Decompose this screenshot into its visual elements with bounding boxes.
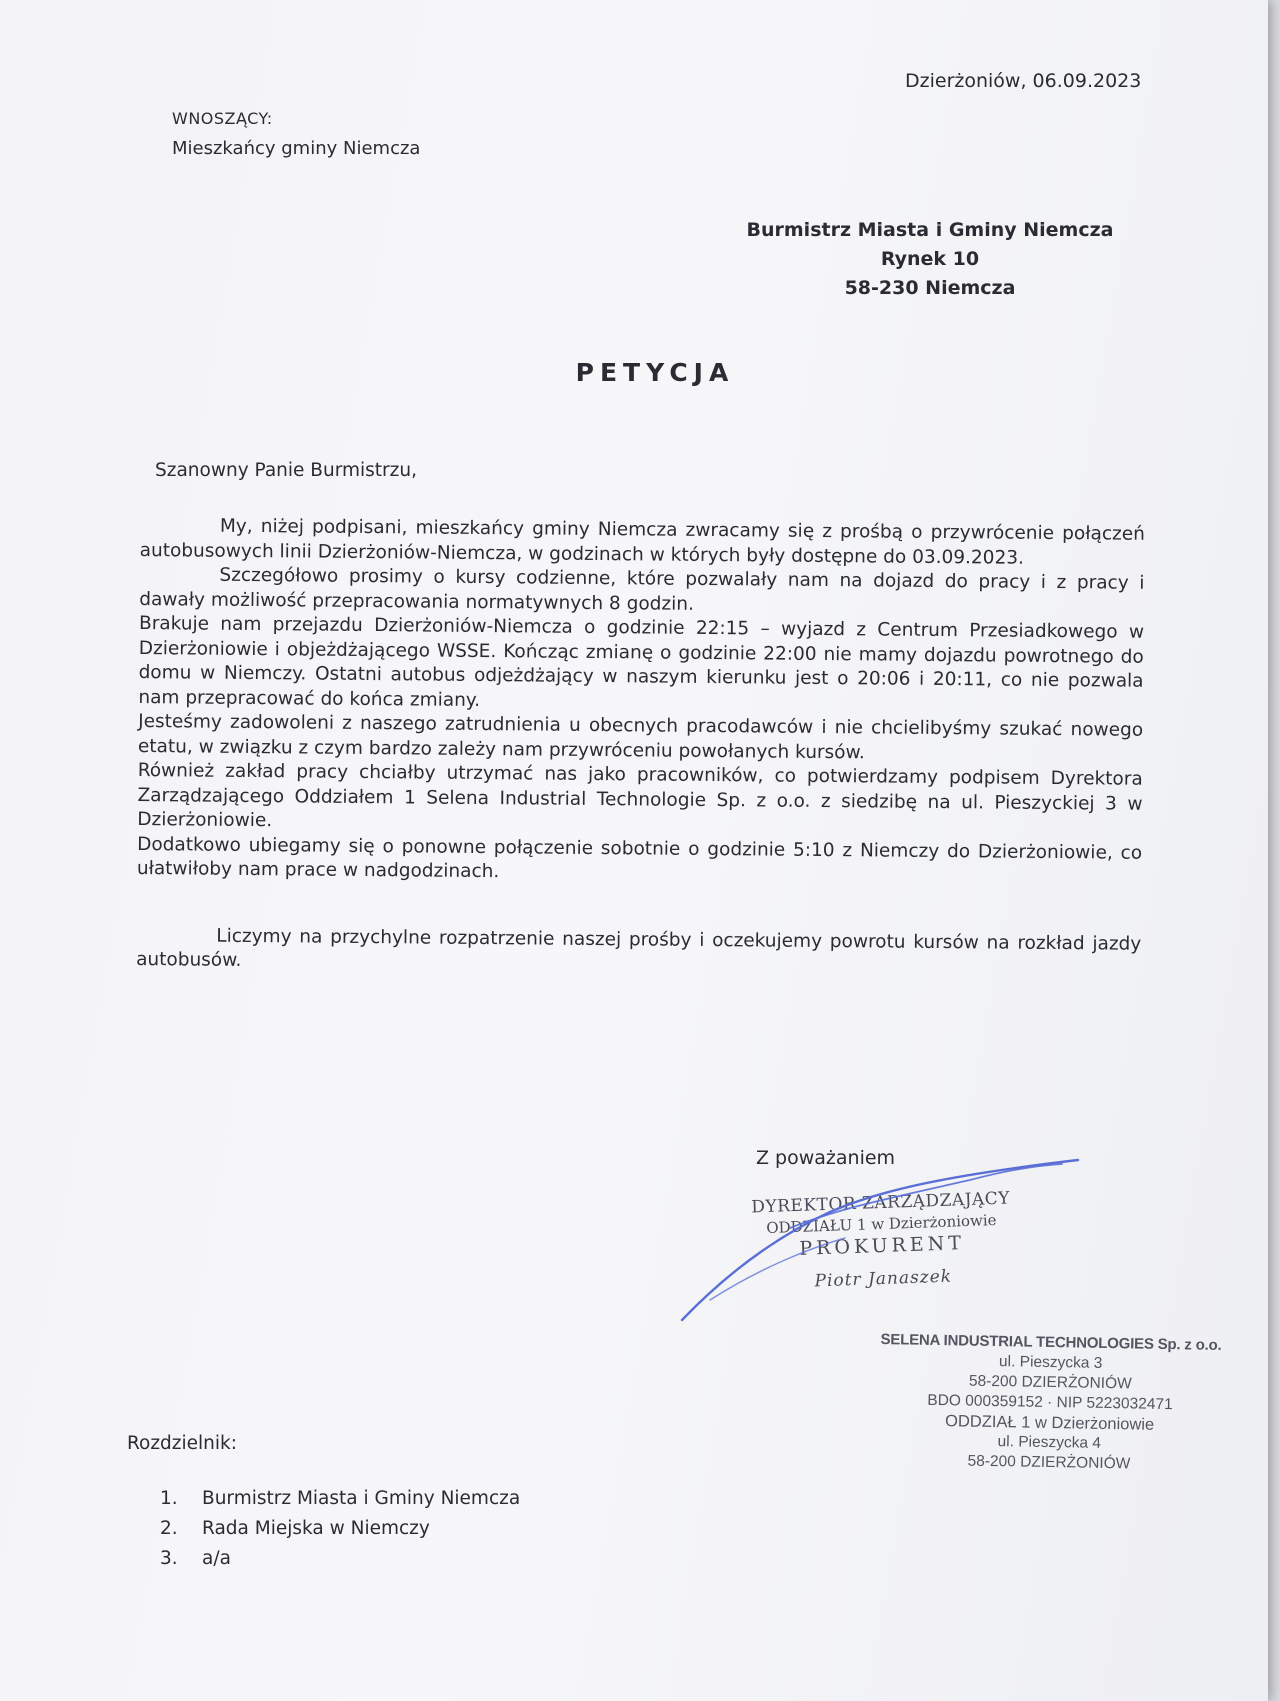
company-city: 58-200 DZIERŻONIÓW <box>968 1372 1132 1393</box>
list-item-number: 2. <box>160 1518 178 1539</box>
company-ids: BDO 000359152 · NIP 5223032471 <box>927 1391 1173 1414</box>
list-item-number: 3. <box>160 1548 178 1569</box>
recipient-line-2: Rynek 10 <box>880 248 980 270</box>
list-item-text: a/a <box>202 1548 231 1569</box>
recipient-line-1: Burmistrz Miasta i Gminy Niemcza <box>746 219 1114 241</box>
list-item-text: Burmistrz Miasta i Gminy Niemcza <box>202 1488 521 1509</box>
paragraph-6: Dodatkowo ubiegamy się o ponowne połączenie sobotnie o godzinie 5:10 z Niemczy do Dzierżoniowie, co ułatwiłoby nam prace w nadgodzinach. <box>136 833 1143 883</box>
stamp-branch: ODDZIAŁU 1 w Dzierżoniowie <box>765 1210 997 1238</box>
list-item <box>160 1544 520 1574</box>
company-stamp <box>859 1330 1241 1477</box>
sender-name: Mieszkańcy gminy Niemcza <box>172 138 421 159</box>
distribution-list <box>160 1484 520 1574</box>
recipient-line-3: 58-230 Niemcza <box>844 277 1016 299</box>
branch-name: ODDZIAŁ 1 w Dzierżoniowie <box>944 1412 1155 1434</box>
document-title: PETYCJA <box>575 358 735 387</box>
place-date: Dzierżoniów, 06.09.2023 <box>905 70 1142 92</box>
petition-body <box>136 514 1145 981</box>
list-item <box>160 1484 520 1514</box>
paragraph-2: Szczegółowo prosimy o kursy codzienne, które pozwalały nam na dojazd do pracy i z pracy i dawały możliwość przepracowania normatywnych 8 godzin. <box>139 564 1145 615</box>
recipient-address <box>680 216 1180 303</box>
paragraph-1: My, niżej podpisani, mieszkańcy gminy Niemcza zwracamy się z prośbą o przywrócenie połączeń autobusowych linii Dzierżoniów-Niemcza, w godzinach w których były dostępne do 03.09.2023. <box>139 515 1145 569</box>
handwritten-signature <box>670 1150 1090 1330</box>
branch-street: ul. Pieszycka 4 <box>997 1433 1102 1452</box>
stamp-position: DYREKTOR ZARZĄDZAJĄCY <box>751 1188 1011 1218</box>
paragraph-7: Liczymy na przychylne rozpatrzenie naszej prośby i oczekujemy powrotu kursów na rozkład jazdy autobusów. <box>136 925 1142 971</box>
company-name: SELENA INDUSTRIAL TECHNOLOGIES Sp. z o.o. <box>880 1331 1222 1354</box>
sender-label: WNOSZĄCY: <box>172 109 273 128</box>
greeting: Szanowny Panie Burmistrzu, <box>155 460 417 481</box>
list-item-number: 1. <box>160 1488 178 1509</box>
paragraph-3: Brakuje nam przejazdu Dzierżoniów-Niemcza o godzinie 22:15 – wyjazd z Centrum Przesiadkowego w Dzierżoniowie i objeżdżającego WSSE. Kończąc zmianę o godzinie 22:00 nie mamy dojazdu powrotnego do domu w Niemczy. Ostatni autobus odjeżdżający w naszym kierunku jest o 20:06 i 20:11, co nie pozwala nam przepracować do końca zmiany. <box>138 612 1145 711</box>
paragraph-5: Również zakład pracy chciałby utrzymać nas jako pracowników, co potwierdzamy podpisem Dyrektora Zarządzającego Oddziałem 1 Selena Industrial Technologie Sp. z o.o. z siedzibę na ul. Pieszyckiej 3 w Dzierżoniowie. <box>137 759 1143 832</box>
sender-block <box>172 104 420 164</box>
list-item <box>160 1514 520 1544</box>
distribution-label: Rozdzielnik: <box>127 1433 237 1454</box>
list-item-text: Rada Miejska w Niemczy <box>202 1518 430 1539</box>
stamp-role: PROKURENT <box>798 1232 966 1260</box>
branch-city: 58-200 DZIERŻONIÓW <box>967 1452 1131 1473</box>
stamp-signatory-name: Piotr Janaszek <box>814 1266 953 1292</box>
closing-salutation: Z poważaniem <box>756 1147 896 1169</box>
paragraph-4: Jesteśmy zadowoleni z naszego zatrudnienia u obecnych pracodawców i nie chcielibyśmy szukać nowego etatu, w związku z czym bardzo zależy nam przywróceniu powołanych kursów. <box>137 710 1144 763</box>
company-street: ul. Pieszycka 3 <box>998 1353 1103 1372</box>
